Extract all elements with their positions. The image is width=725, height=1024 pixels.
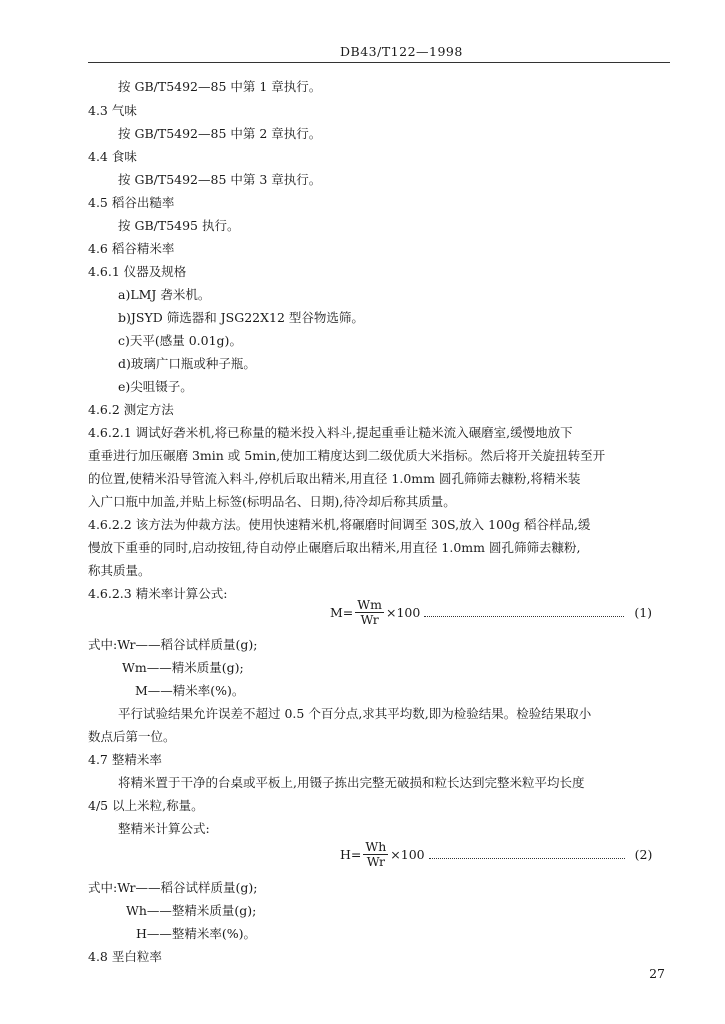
formula-1-leader <box>424 608 624 617</box>
paragraph-line: 数点后第一位。 <box>88 729 176 744</box>
formula-1-fraction <box>355 598 384 627</box>
formula-2-factor: ×100 <box>390 847 425 862</box>
section-heading: 4.6.1 仪器及规格 <box>88 264 187 279</box>
paragraph-line: 称其质量。 <box>88 563 151 578</box>
paragraph-line: 整精米计算公式: <box>118 821 210 836</box>
section-heading: 4.6.2 测定方法 <box>88 402 174 417</box>
list-item: e)尖咀镊子。 <box>118 379 193 394</box>
paragraph-line: 的位置,使精米沿导管流入料斗,停机后取出精米,用直径 1.0mm 圆孔筛筛去糠粉,将精米装 <box>88 471 581 486</box>
formula-2-numerator: Wh <box>365 839 387 854</box>
legend-line: 式中:Wr——稻谷试样质量(g); <box>88 637 258 652</box>
formula-2 <box>340 840 652 869</box>
formula-2-denominator: Wr <box>366 854 385 869</box>
section-heading: 4.5 稻谷出糙率 <box>88 195 175 210</box>
paragraph-line: 4.6.2.2 该方法为仲裁方法。使用快速精米机,将碾磨时间调至 30S,放入 100g 稻谷样品,缓 <box>88 517 591 532</box>
formula-1 <box>330 598 652 627</box>
text-line: 按 GB/T5495 执行。 <box>118 218 240 233</box>
paragraph-line: 入广口瓶中加盖,并贴上标签(标明品名、日期),待冷却后称其质量。 <box>88 494 456 509</box>
list-item: d)玻璃广口瓶或种子瓶。 <box>118 356 256 371</box>
paragraph-line: 4.6.2.1 调试好砻米机,将已称量的糙米投入料斗,提起重垂让糙米流入碾磨室,缓慢地放下 <box>88 425 573 440</box>
page-number: 27 <box>649 966 665 981</box>
formula-1-numerator: Wm <box>357 597 382 612</box>
list-item: b)JSYD 筛选器和 JSG22X12 型谷物选筛。 <box>118 310 364 325</box>
text-line: 按 GB/T5492—85 中第 3 章执行。 <box>118 172 322 187</box>
section-heading: 4.3 气味 <box>88 103 137 118</box>
paragraph-line: 4/5 以上米粒,称量。 <box>88 798 204 813</box>
text-line: 按 GB/T5492—85 中第 1 章执行。 <box>118 79 322 94</box>
formula-2-leader <box>429 850 625 859</box>
list-item: a)LMJ 砻米机。 <box>118 287 211 302</box>
formula-2-lhs: H= <box>340 847 362 862</box>
section-heading: 4.8 垩白粒率 <box>88 949 162 964</box>
formula-1-factor: ×100 <box>385 605 421 620</box>
legend-line: M——精米率(%)。 <box>135 683 245 698</box>
list-item: c)天平(感量 0.01g)。 <box>118 333 242 348</box>
formula-1-denominator: Wr <box>360 612 379 627</box>
formula-2-fraction <box>363 840 388 869</box>
legend-line: Wm——精米质量(g); <box>122 660 244 675</box>
section-heading: 4.6.2.3 精米率计算公式: <box>88 586 228 601</box>
paragraph-line: 平行试验结果允许误差不超过 0.5 个百分点,求其平均数,即为检验结果。检验结果取小 <box>118 706 592 721</box>
paragraph-line: 慢放下重垂的同时,启动按钮,待自动停止碾磨后取出精米,用直径 1.0mm 圆孔筛筛去糠粉, <box>88 540 581 555</box>
standard-code-header: DB43/T122—1998 <box>340 44 463 59</box>
section-heading: 4.6 稻谷精米率 <box>88 241 175 256</box>
section-heading: 4.4 食味 <box>88 149 137 164</box>
text-line: 按 GB/T5492—85 中第 2 章执行。 <box>118 126 322 141</box>
paragraph-line: 将精米置于干净的台桌或平板上,用镊子拣出完整无破损和粒长达到完整米粒平均长度 <box>118 775 585 790</box>
formula-1-number: (1) <box>634 605 653 620</box>
section-heading: 4.7 整精米率 <box>88 752 162 767</box>
legend-line: 式中:Wr——稻谷试样质量(g); <box>88 880 258 895</box>
formula-1-lhs: M= <box>330 605 354 620</box>
formula-2-number: (2) <box>634 847 653 862</box>
paragraph-line: 重垂进行加压碾磨 3min 或 5min,使加工精度达到二级优质大米指标。然后将开关旋扭转至开 <box>88 448 606 463</box>
legend-line: H——整精米率(%)。 <box>136 926 257 941</box>
legend-line: Wh——整精米质量(g); <box>126 903 257 918</box>
header-rule <box>88 62 670 63</box>
